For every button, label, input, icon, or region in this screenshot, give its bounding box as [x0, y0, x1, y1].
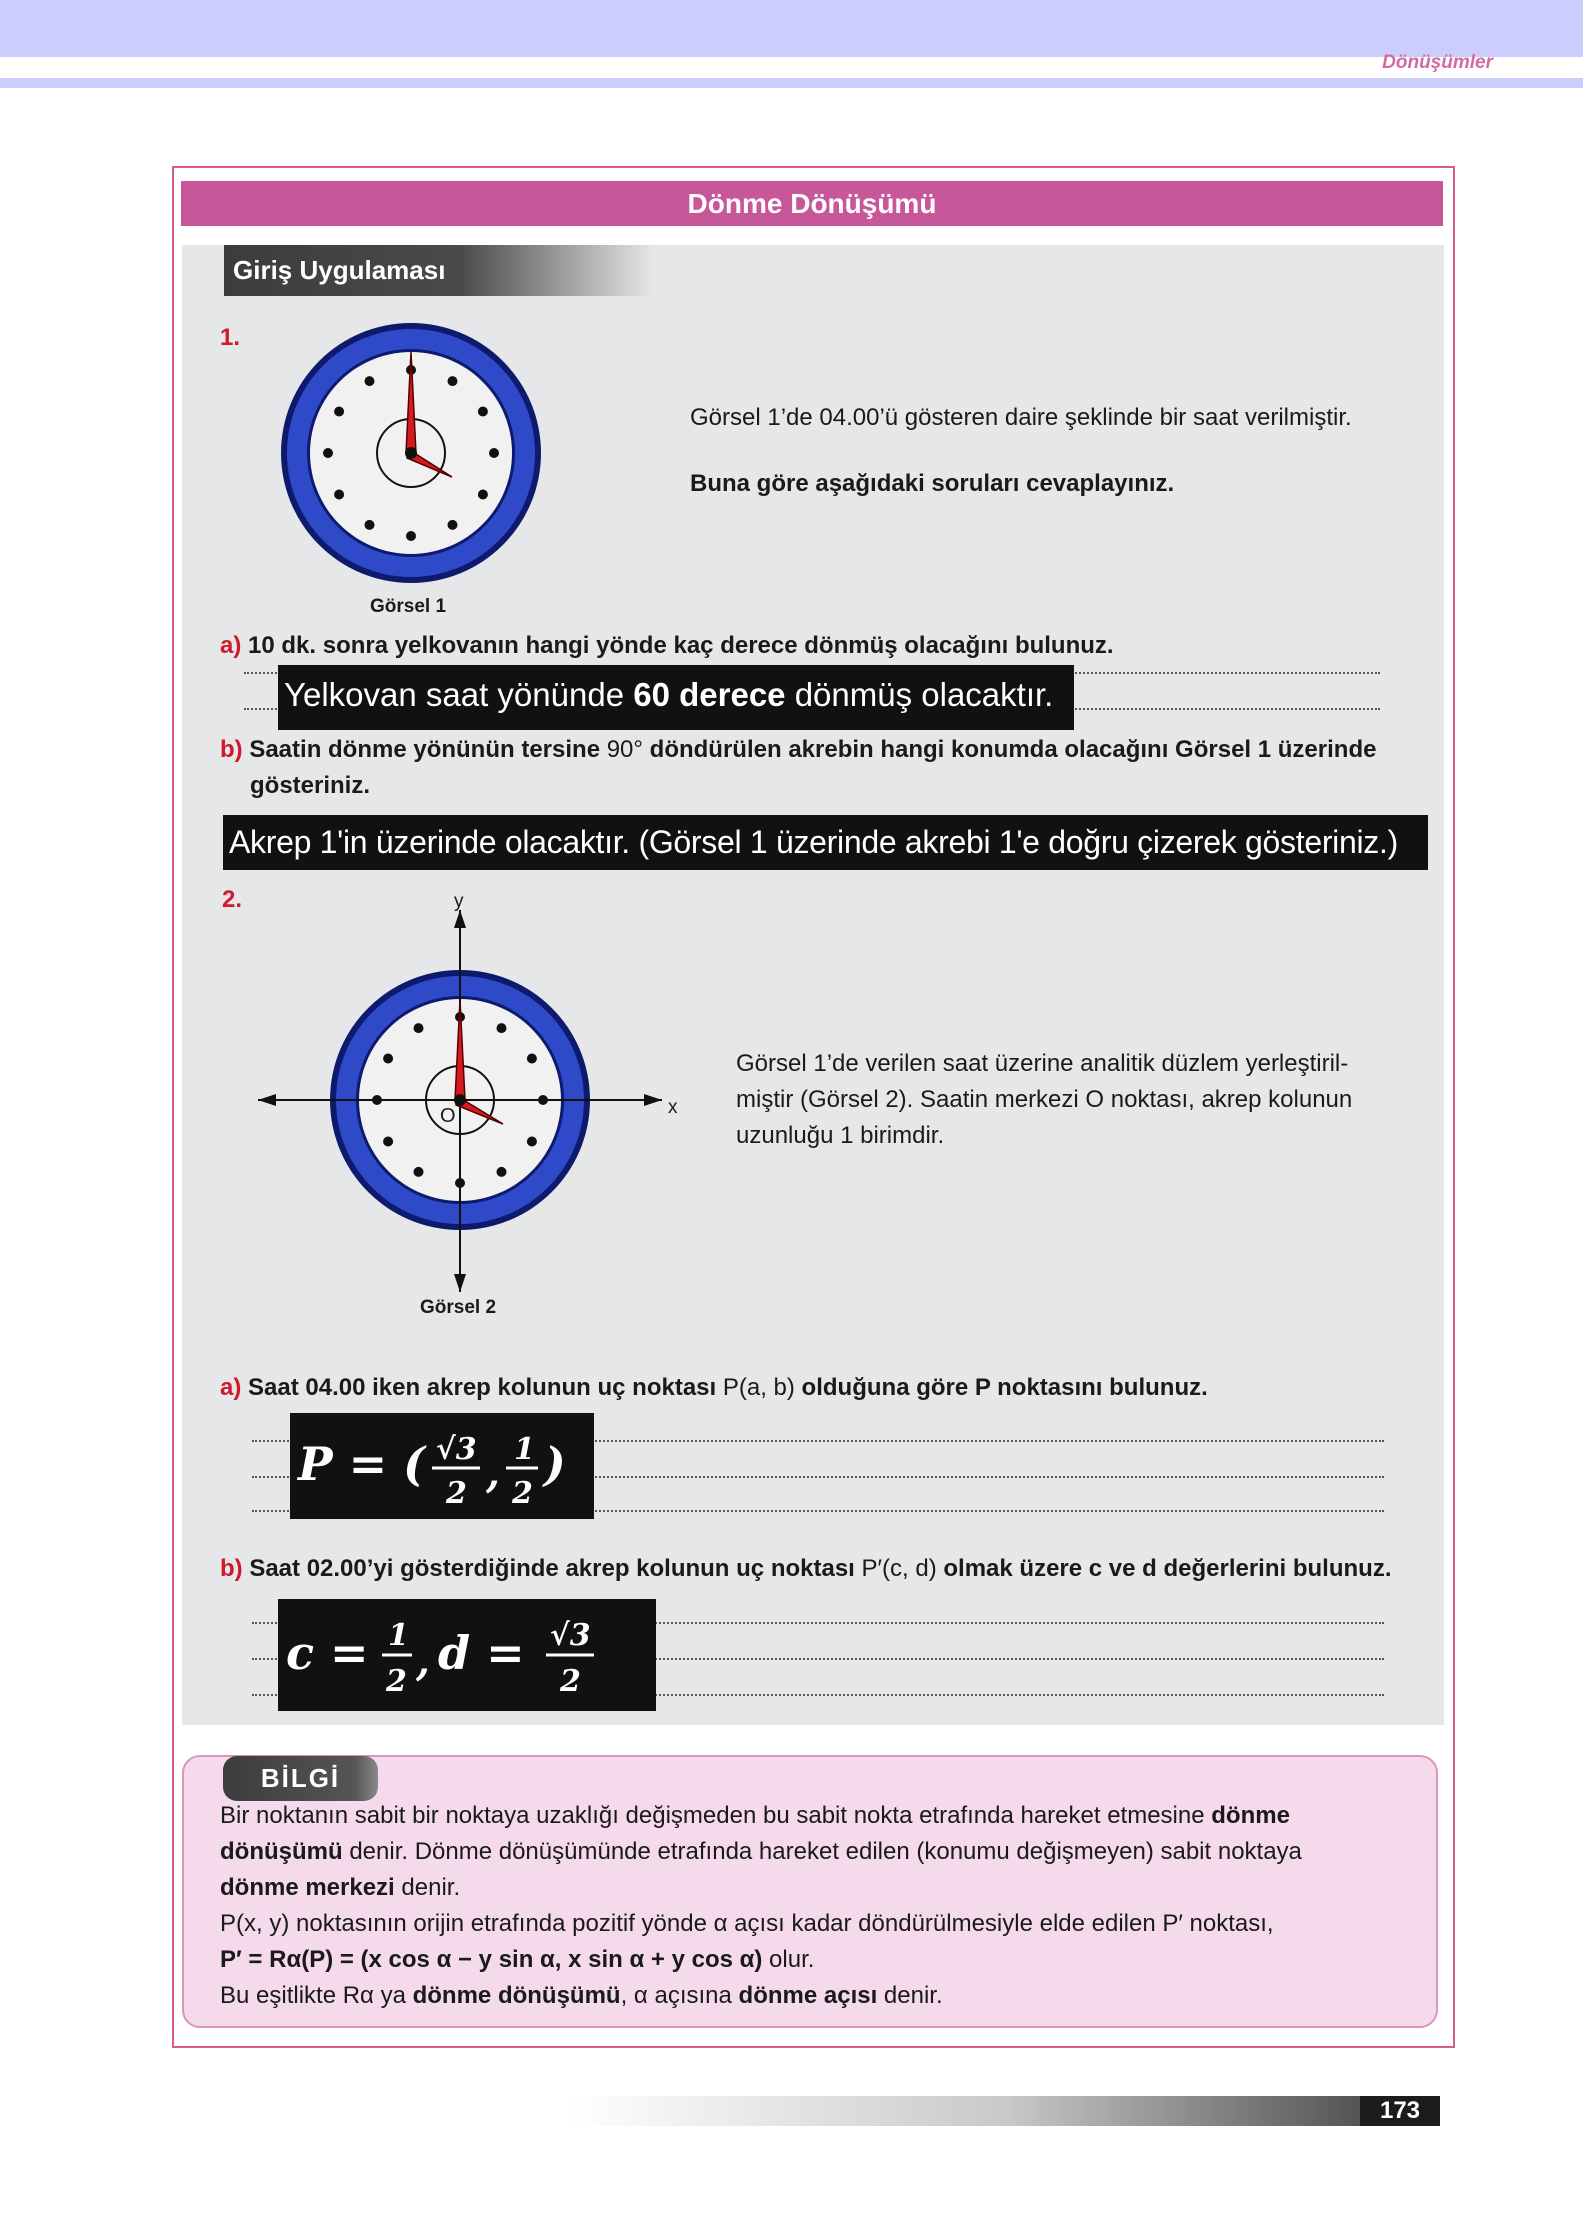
q2-b-comma: , — [416, 1638, 430, 1685]
top-line — [0, 78, 1583, 88]
q1-b-text-pre: Saatin dönme yönünün tersine — [249, 736, 607, 763]
q2-a-point: P(a, b) — [722, 1374, 795, 1401]
question-1-number: 1. — [220, 324, 241, 351]
q2-stem-line3: uzunluğu 1 birimdir. — [736, 1122, 945, 1149]
q1-a-answer-post: dönmüş olacaktır. — [785, 676, 1054, 713]
q2-a-label: a) — [220, 1374, 242, 1401]
q2-b-c-den: 2 — [386, 1664, 407, 1699]
info-l2-bold: dönüşümü — [220, 1838, 343, 1865]
info-l6-pre: Bu eşitlikte Rα ya — [220, 1982, 413, 2009]
q2-b-d-num: √3 — [550, 1618, 591, 1653]
info-l3-post: denir. — [394, 1874, 461, 1901]
q2-b-point: P′(c, d) — [861, 1555, 937, 1582]
q2-a-answer-formula — [290, 1413, 594, 1519]
q1-b-text-line2: gösteriniz. — [250, 772, 371, 799]
info-l6-bold2: dönme açısı — [738, 1982, 878, 2009]
info-l1-bold: dönme — [1211, 1802, 1290, 1829]
q2-part-b — [220, 1551, 1391, 1587]
q2-a-den1: 2 — [446, 1476, 467, 1511]
q2-a-num2: 1 — [514, 1432, 535, 1467]
info-line-2 — [220, 1834, 1420, 1870]
info-l3-bold: dönme merkezi — [220, 1874, 395, 1901]
q1-a-answer-bold: 60 derece — [633, 676, 786, 713]
q2-stem-line1: Görsel 1’de verilen saat üzerine analitik düzlem yerleştiril- — [736, 1050, 1349, 1077]
info-line-4: P(x, y) noktasının orijin etrafında pozitif yönde α açısı kadar döndürülmesiyle elde edilen P′ noktası, — [220, 1910, 1274, 1937]
q2-part-a — [220, 1370, 1208, 1406]
q1-a-answer-pre: Yelkovan saat yönünde — [284, 676, 634, 713]
q2-b-text-post: olmak üzere c ve d değerlerini bulunuz. — [936, 1555, 1392, 1582]
question-2-number: 2. — [222, 886, 243, 913]
top-band — [0, 0, 1583, 57]
q1-b-answer: Akrep 1'in üzerinde olacaktır. (Görsel 1 üzerinde akrebi 1'e doğru çizerek gösteriniz.) — [223, 815, 1428, 870]
q1-b-label: b) — [220, 736, 243, 763]
q2-b-answer-formula — [278, 1599, 656, 1711]
q2-a-den2: 2 — [512, 1476, 533, 1511]
q1-a-text: 10 dk. sonra yelkovanın hangi yönde kaç derece dönmüş olacağını bulunuz. — [248, 632, 1114, 659]
info-text — [220, 1798, 1420, 2014]
q2-a-close: ) — [544, 1437, 566, 1491]
info-tag: BİLGİ — [223, 1756, 378, 1801]
q1-stem-line1: Görsel 1’de 04.00’ü gösteren daire şeklinde bir saat verilmiştir. — [690, 404, 1352, 431]
q1-b-angle: 90° — [606, 736, 643, 763]
info-l2-post: denir. Dönme dönüşümünde etrafında hareket edilen (konumu değişmeyen) sabit noktaya — [342, 1838, 1302, 1865]
page-number: 173 — [1360, 2096, 1440, 2126]
rotation-formula: P′ = Rα(P) = (x cos α − y sin α, x sin α + y cos α) — [220, 1946, 763, 1973]
info-l5-post: olur. — [762, 1946, 815, 1973]
footer-band — [570, 2096, 1440, 2126]
info-line-1 — [220, 1798, 1420, 1834]
q2-stem-line2: miştir (Görsel 2). Saatin merkezi O noktası, akrep kolunun — [736, 1086, 1353, 1113]
section-title: Dönme Dönüşümü — [181, 181, 1443, 226]
q2-a-text-pre: Saat 04.00 iken akrep kolunun uç noktası — [248, 1374, 723, 1401]
q1-a-label: a) — [220, 632, 242, 659]
q2-a-text-post: olduğuna göre P noktasını bulunuz. — [794, 1374, 1208, 1401]
q1-part-b — [220, 732, 1376, 768]
origin-label: O — [440, 1105, 456, 1127]
axis-y-label: y — [454, 891, 464, 912]
q2-b-text-pre: Saat 02.00’yi gösterdiğinde akrep kolunun uç noktası — [249, 1555, 862, 1582]
q1-stem-line2: Buna göre aşağıdaki soruları cevaplayınız. — [690, 470, 1175, 497]
info-l1-pre: Bir noktanın sabit bir noktaya uzaklığı değişmeden bu sabit nokta etrafında hareket etmesine — [220, 1802, 1212, 1829]
q2-a-lhs: P = ( — [298, 1437, 425, 1491]
q2-b-c-lhs: c = — [286, 1626, 369, 1680]
q2-b-d-lhs: d = — [438, 1626, 525, 1680]
info-l6-bold1: dönme dönüşümü — [412, 1982, 621, 2009]
axis-x-label: x — [668, 1097, 678, 1118]
q2-a-sep: , — [486, 1450, 500, 1497]
clock-figure-1 — [280, 322, 542, 584]
chapter-title: Dönüşümler — [1382, 52, 1493, 73]
info-line-3 — [220, 1870, 1420, 1906]
q2-b-c-num: 1 — [388, 1618, 409, 1653]
q2-b-label: b) — [220, 1555, 243, 1582]
q1-a-answer — [278, 665, 1074, 730]
q1-b-text-post: döndürülen akrebin hangi konumda olacağını Görsel 1 üzerinde — [643, 736, 1377, 763]
figure-1-caption: Görsel 1 — [370, 596, 447, 617]
info-line-5 — [220, 1942, 1420, 1978]
figure-2-caption: Görsel 2 — [420, 1297, 497, 1318]
info-l6-post: denir. — [877, 1982, 943, 2009]
intro-label: Giriş Uygulaması — [224, 245, 654, 296]
q2-b-answer — [278, 1599, 656, 1711]
q2-a-answer — [290, 1413, 594, 1519]
clock-figure-2 — [250, 890, 690, 1300]
q2-a-num1: √3 — [436, 1432, 477, 1467]
info-l6-mid: , α açısına — [620, 1982, 739, 2009]
info-line-6 — [220, 1978, 1420, 2014]
q2-b-d-den: 2 — [560, 1664, 581, 1699]
q1-part-a — [220, 628, 1114, 664]
